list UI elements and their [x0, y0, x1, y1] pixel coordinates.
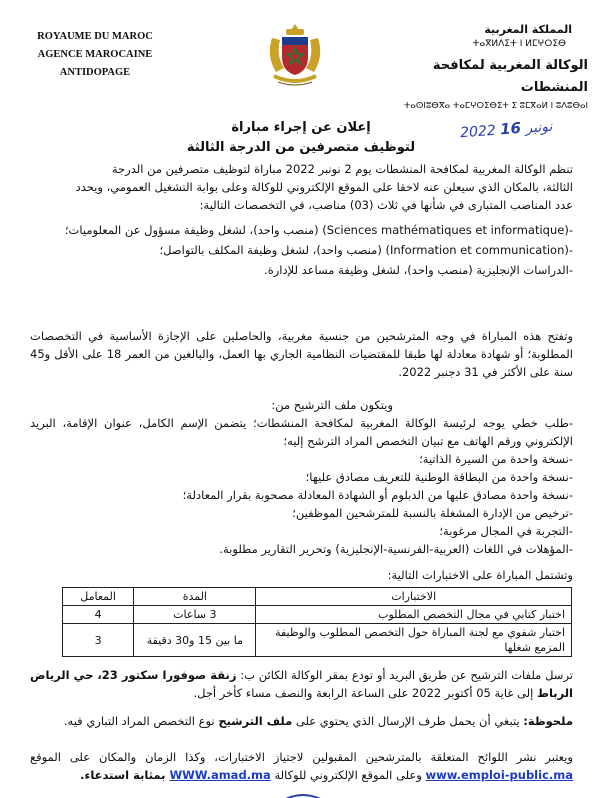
kingdom-name-fr: ROYAUME DU MAROC [37, 31, 153, 42]
handwritten-date [459, 117, 552, 141]
seal-stamp-icon [268, 786, 338, 798]
header-exam: الاختبارات [256, 588, 572, 606]
specialty-item: -(Information et communication) (منصب واحد)، لشغل وظيفة المكلف بالتواصل؛ [159, 243, 573, 257]
submission-text: ترسل ملفات الترشيح عن طريق البريد أو تودع بمقر الوكالة الكائن ب: [236, 668, 573, 682]
specialties-list [30, 221, 573, 285]
submission-address: زنقة صوفورا سكتور 23، [97, 668, 237, 682]
intro-line: الثالثة، بالمكان الذي سيعلن عنه لاحقا على الموقع الإلكتروني للوكالة وعلى بوابة التشغيل العمومي، ويحدد [75, 180, 573, 194]
header-coefficient: المعامل [63, 588, 134, 606]
note-text-end: نوع التخصص المراد التباري فيه. [63, 714, 219, 728]
agency-name-fr: AGENCE MAROCAINE ANTIDOPAGE [37, 49, 153, 78]
exams-table [62, 587, 572, 657]
header-arabic [388, 22, 588, 113]
application-file [30, 396, 573, 558]
publication-paragraph [30, 748, 573, 784]
publication-text: ويعتبر نشر اللوائح المتعلقة بالمترشحين المقبولين لاجتياز الاختبارات، وكذا الزمان والمكان على الموقع [30, 750, 573, 764]
kingdom-name-ar: المملكة المغربية [484, 23, 572, 36]
table-header-row [63, 588, 572, 606]
title-line-1: إعلان عن إجراء مباراة [231, 120, 371, 135]
duration-cell: ما بين 15 و30 دقيقة [134, 624, 256, 657]
agency-name-ar: الوكالة المغربية لمكافحة المنشطات [432, 58, 588, 95]
coat-of-arms-icon [262, 20, 328, 90]
intro-paragraph [30, 160, 573, 214]
announcement-title [150, 118, 452, 158]
file-item: -نسخة واحدة من السيرة الذاتية؛ [419, 452, 573, 466]
file-item: -المؤهلات في اللغات (العربية-الفرنسية-الإنجليزية) وتحرير التقارير مطلوبة. [219, 542, 573, 556]
header-french [10, 28, 180, 82]
note-text: يتبغي أن يحمل طرف الإرسال الذي يحتوي على [292, 714, 524, 728]
exam-cell: اختبار كتابي في مجال التخصص المطلوب [256, 606, 572, 624]
specialty-item: -الدراسات الإنجليزية (منصب واحد)، لشغل وظيفة مساعد للإدارة. [264, 263, 573, 277]
file-item: -طلب خطي يوجه لرئيسة الوكالة المغربية لمكافحة المنشطات؛ يتضمن الإسم الكامل، عنوان الإقامة، البريد الإلكتروني ورقم الهاتف مع تبيان التخصص المراد الترشح إليه؛ [30, 416, 573, 448]
note-paragraph [30, 712, 573, 730]
file-intro: ويتكون ملف الترشيح من: [271, 398, 393, 412]
eligibility-paragraph: وتفتح هذه المباراة في وجه المترشحين من جنسية مغربية، والحاصلين على الإجازة الأساسية في التخصصات المطلوبة؛ أو شهادة معادلة لها طبقا للمقتضيات النظامية الجاري بها العمل، والبالغين من العمر 18 على الأقل و45 سنة على الأكثر في 31 دجنبر 2022. [30, 329, 574, 379]
coefficient-cell: 4 [63, 606, 134, 624]
intro-line: عدد المناصب المتبارى في شأنها في ثلاث (03) مناصب، في التخصصات التالية: [199, 198, 573, 212]
submission-deadline: إلى غاية 05 أكتوبر 2022 على الساعة الرابعة والنصف مساء كأخر أجل. [193, 686, 537, 700]
intro-line: تنظم الوكالة المغربية لمكافحة المنشطات يوم 2 نونبر 2022 مباراة لتوظيف متصرفين من الدرجة [111, 162, 573, 176]
header-duration: المدة [134, 588, 256, 606]
publication-end: بمثابة استدعاء. [80, 768, 170, 782]
date-day: 16 [499, 118, 522, 139]
date-rest: 2022 نونبر [459, 118, 553, 142]
specialty-item: -(Sciences mathématiques et informatique) (منصب واحد)، لشغل وظيفة مسؤول عن المعلوميات؛ [64, 223, 573, 237]
file-item: -التجربة في المجال مرغوبة؛ [439, 524, 573, 538]
table-row [63, 606, 572, 624]
amad-link[interactable]: WWW.amad.ma [169, 768, 271, 782]
note-bold: ملف الترشيح [218, 714, 293, 728]
submission-paragraph [30, 666, 573, 702]
note-label: ملحوظة: [523, 714, 573, 728]
publication-text-2: وعلى الموقع الإلكتروني للوكالة [270, 768, 426, 782]
file-item: -نسخة واحدة مصادق عليها من الدبلوم أو الشهادة المعادلة مصحوبة بقرار المعادلة؛ [182, 488, 573, 502]
agency-name-tifinagh: ⵜⴰⵙⵏⵓⴱⴳⴰ ⵜⴰⵎⵖⵔⵉⴱⵉⵜ ⵉ ⵓⵎⴳⴰⵍ ⵏ ⵓⴷⵓⴱⴰⵏ [403, 101, 588, 111]
exam-cell: اختبار شفوي مع لجنة المباراة حول التخصص المطلوب والوظيفة المزمع شغلها [256, 624, 572, 657]
file-item: -ترخيص من الإدارة المشغلة بالنسبة للمترشحين الموظفين؛ [292, 506, 573, 520]
coefficient-cell: 3 [63, 624, 134, 657]
submission-city: حي الرياض الرباط [30, 668, 573, 700]
table-row [63, 624, 572, 657]
title-line-2: لتوظيف متصرفين من الدرجة الثالثة [186, 140, 416, 155]
file-item: -نسخة واحدة من البطاقة الوطنية للتعريف مصادق عليها؛ [305, 470, 573, 484]
exams-intro: وتشتمل المباراة على الاختبارات التالية: [387, 568, 573, 582]
kingdom-name-tifinagh: ⵜⴰⴳⵍⴷⵉⵜ ⵏ ⵍⵎⵖⵔⵉⴱ [472, 39, 566, 49]
emploi-public-link[interactable]: www.emploi-public.ma [425, 768, 573, 782]
duration-cell: 3 ساعات [134, 606, 256, 624]
